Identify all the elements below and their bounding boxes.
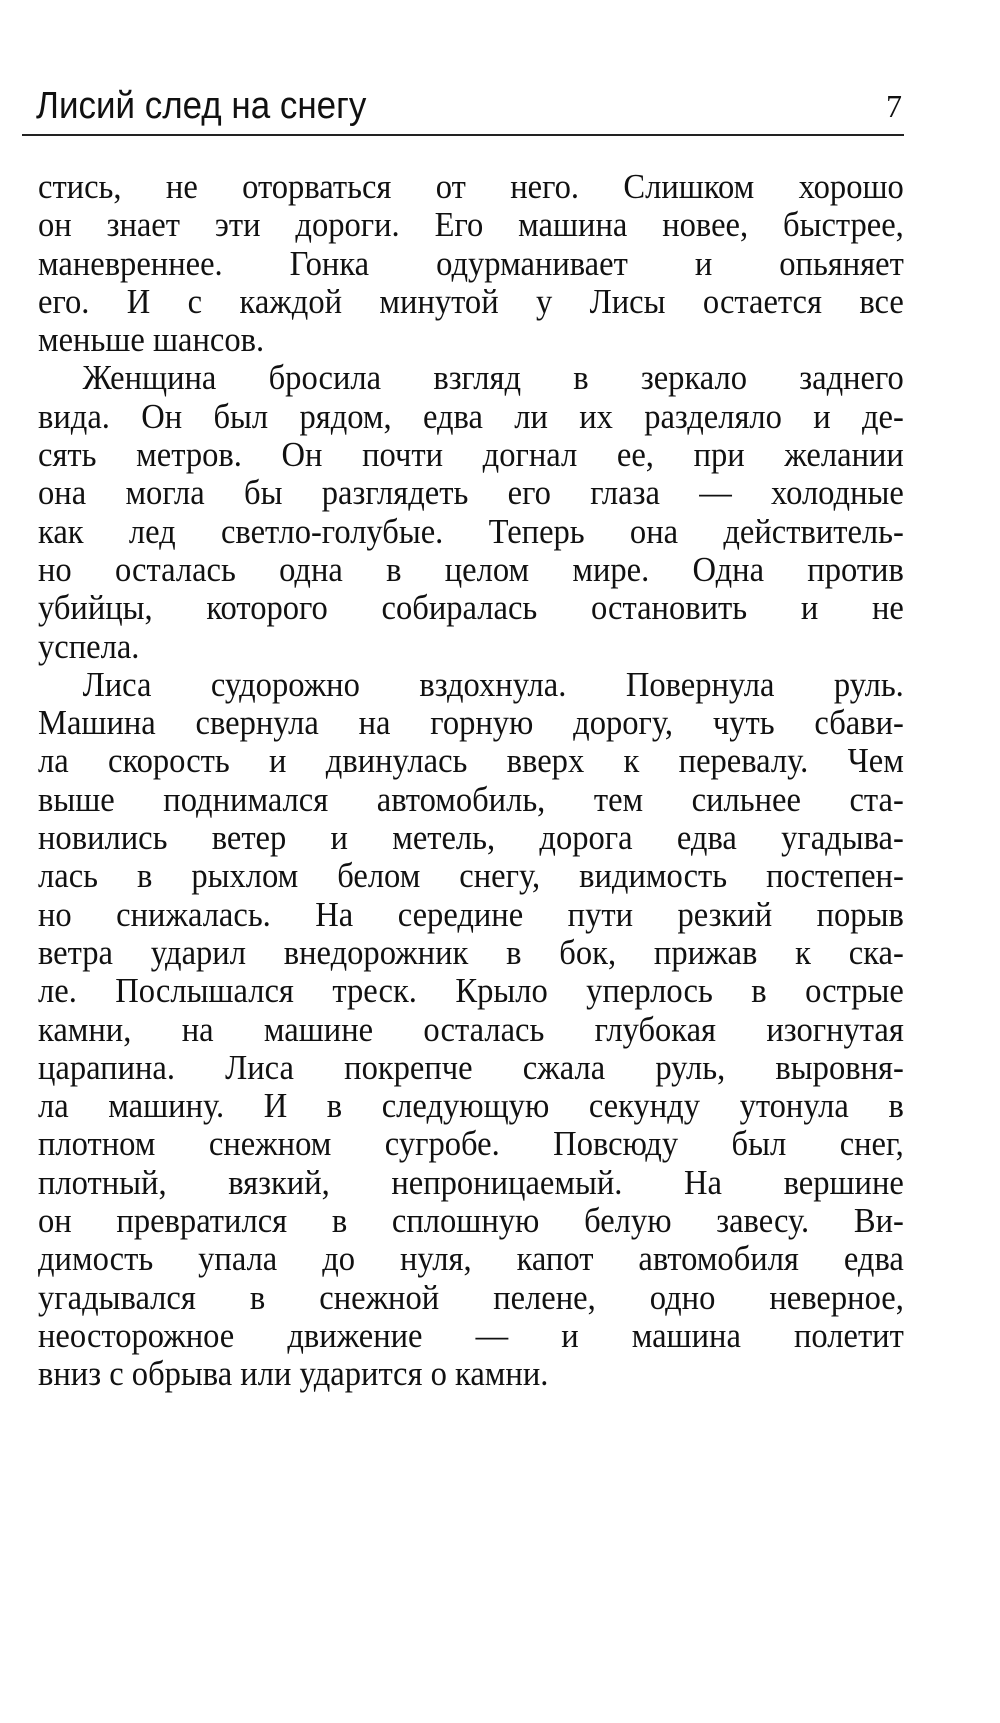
text-line: стись, не оторваться от него. Слишком хорошо xyxy=(38,167,904,206)
text-line: царапина. Лиса покрепче сжала руль, выровня- xyxy=(38,1047,904,1087)
text-line: сять метров. Он почти догнал ее, при желании xyxy=(38,435,904,475)
text-line: вниз с обрыва или ударится о камни. xyxy=(38,1354,549,1394)
text-line: плотный, вязкий, непроницаемый. На вершине xyxy=(38,1162,904,1202)
text-line: но снижалась. На середине пути резкий порыв xyxy=(38,894,904,934)
text-line: он знает эти дороги. Его машина новее, быстрее, xyxy=(38,205,904,245)
text-line: вида. Он был рядом, едва ли их разделяло и де- xyxy=(38,396,904,436)
text-line: димость упала до нуля, капот автомобиля едва xyxy=(38,1239,904,1279)
text-line: выше поднимался автомобиль, тем сильнее ста- xyxy=(38,779,904,819)
running-header xyxy=(36,84,904,128)
text-line: ветра ударил внедорожник в бок, прижав к ска- xyxy=(38,932,904,972)
page-number: 7 xyxy=(886,88,902,124)
text-line: но осталась одна в целом мире. Одна против xyxy=(38,549,904,589)
text-line: он превратился в сплошную белую завесу. Ви- xyxy=(38,1201,904,1241)
body-text xyxy=(38,168,904,1394)
text-line: маневреннее. Гонка одурманивает и опьяняет xyxy=(38,243,904,283)
text-line: плотном снежном сугробе. Повсюду был снег, xyxy=(38,1124,904,1164)
text-line: как лед светло-голубые. Теперь она действитель- xyxy=(38,511,904,551)
text-line: его. И с каждой минутой у Лисы остается все xyxy=(38,281,904,321)
text-line: камни, на машине осталась глубокая изогнутая xyxy=(38,1009,904,1049)
paragraph-start-line: Женщина бросила взгляд в зеркало заднего xyxy=(82,358,904,398)
text-line: успела. xyxy=(38,626,140,666)
text-line: новились ветер и метель, дорога едва угадыва- xyxy=(38,818,904,858)
text-line: ла скорость и двинулась вверх к перевалу. Чем xyxy=(38,741,904,781)
running-header-title: Лисий след на снегу xyxy=(36,85,367,127)
text-line: меньше шансов. xyxy=(38,320,265,360)
paragraph-start-line: Лиса судорожно вздохнула. Повернула руль. xyxy=(82,664,904,704)
header-rule xyxy=(22,134,904,136)
text-line: ле. Послышался треск. Крыло уперлось в острые xyxy=(38,971,904,1011)
text-line: угадывался в снежной пелене, одно неверное, xyxy=(38,1277,904,1317)
text-line: неосторожное движение — и машина полетит xyxy=(38,1315,904,1355)
text-line: убийцы, которого собиралась остановить и не xyxy=(38,588,904,628)
text-line: она могла бы разглядеть его глаза — холодные xyxy=(38,473,904,513)
text-line: Машина свернула на горную дорогу, чуть сбави- xyxy=(38,703,904,743)
text-line: лась в рыхлом белом снегу, видимость постепен- xyxy=(38,856,904,896)
text-line: ла машину. И в следующую секунду утонула в xyxy=(38,1086,904,1126)
